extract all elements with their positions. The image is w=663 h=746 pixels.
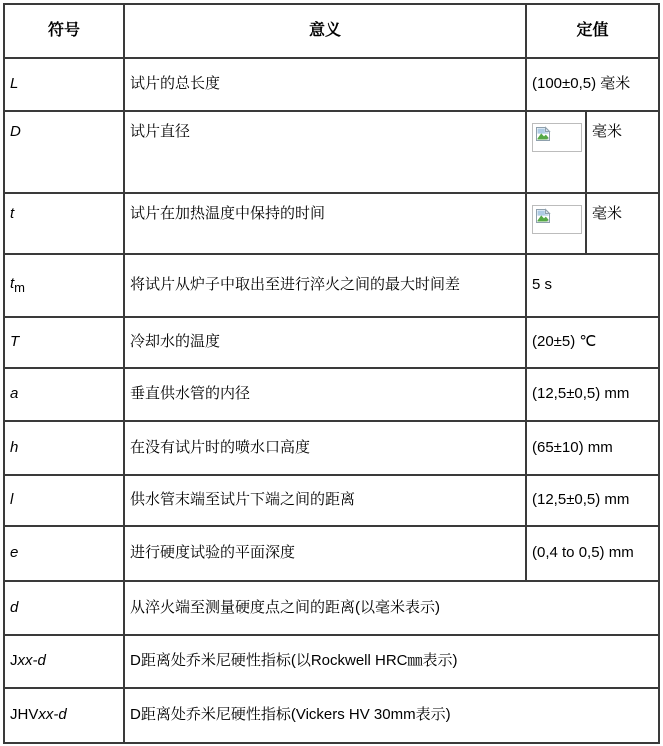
symbol-cell (4, 635, 124, 688)
meaning-cell: 进行硬度试验的平面深度 (124, 526, 526, 581)
symbol-cell (4, 111, 124, 193)
meaning-cell: 供水管末端至试片下端之间的距离 (124, 475, 526, 526)
col-header-symbol: 符号 (4, 4, 124, 58)
col-header-value: 定值 (526, 4, 659, 58)
value-image-cell (526, 193, 586, 254)
symbol-text: l (10, 491, 14, 509)
symbol-cell (4, 421, 124, 475)
table-row (4, 421, 659, 475)
value-cell: (65±10) mm (526, 421, 659, 475)
symbol-text: L (10, 75, 19, 93)
symbol-prefix: JHV (10, 706, 39, 724)
table-row (4, 368, 659, 421)
symbol-text: a (10, 385, 19, 403)
symbol-prefix: J (10, 652, 18, 670)
symbol-text: e (10, 544, 19, 562)
value-cell: (100±0,5) 毫米 (526, 58, 659, 111)
meaning-cell: 垂直供水管的内径 (124, 368, 526, 421)
value-unit-cell: 毫米 (586, 111, 659, 193)
value-cell: (12,5±0,5) mm (526, 475, 659, 526)
table-row (4, 254, 659, 317)
value-cell: (12,5±0,5) mm (526, 368, 659, 421)
value-cell: (20±5) ℃ (526, 317, 659, 368)
meaning-cell: 试片的总长度 (124, 58, 526, 111)
table-body (4, 58, 659, 743)
broken-image-icon (535, 126, 551, 142)
table-row (4, 58, 659, 111)
symbol-cell (4, 475, 124, 526)
value-cell: (0,4 to 0,5) mm (526, 526, 659, 581)
symbol-cell (4, 254, 124, 317)
meaning-cell: D距离处乔米尼硬性指标(Vickers HV 30mm表示) (124, 688, 659, 743)
value-image-cell (526, 111, 586, 193)
symbol-cell (4, 581, 124, 635)
table-row (4, 688, 659, 743)
symbol-cell (4, 368, 124, 421)
definitions-table (3, 3, 660, 744)
table-row (4, 111, 659, 193)
meaning-cell: 试片直径 (124, 111, 526, 193)
image-placeholder (532, 205, 582, 234)
symbol-text: T (10, 333, 20, 351)
symbol-text: D (10, 123, 21, 140)
meaning-cell: 从淬火端至测量硬度点之间的距离(以毫米表示) (124, 581, 659, 635)
symbol-cell (4, 317, 124, 368)
meaning-cell: 将试片从炉子中取出至进行淬火之间的最大时间差 (124, 254, 526, 317)
symbol-cell (4, 58, 124, 111)
meaning-cell: 试片在加热温度中保持的时间 (124, 193, 526, 254)
symbol-text: h (10, 438, 19, 456)
symbol-cell (4, 193, 124, 254)
table-row (4, 475, 659, 526)
symbol-text: d (10, 598, 19, 616)
table-row (4, 317, 659, 368)
symbol-text: t (10, 205, 15, 222)
symbol-cell (4, 526, 124, 581)
symbol-text: xx-d (38, 706, 67, 724)
meaning-cell: 在没有试片时的喷水口高度 (124, 421, 526, 475)
symbol-subscript: m (14, 279, 26, 295)
symbol-text: xx-d (17, 652, 46, 670)
table-row (4, 526, 659, 581)
symbol-text: t (10, 274, 15, 292)
meaning-cell: 冷却水的温度 (124, 317, 526, 368)
meaning-cell: D距离处乔米尼硬性指标(以Rockwell HRC㎜表示) (124, 635, 659, 688)
value-cell: 5 s (526, 254, 659, 317)
broken-image-icon (535, 208, 551, 224)
header-row (4, 4, 659, 58)
symbol-cell (4, 688, 124, 743)
image-placeholder (532, 123, 582, 152)
table-row (4, 193, 659, 254)
table-row (4, 635, 659, 688)
table-row (4, 581, 659, 635)
value-unit-cell: 毫米 (586, 193, 659, 254)
col-header-meaning: 意义 (124, 4, 526, 58)
